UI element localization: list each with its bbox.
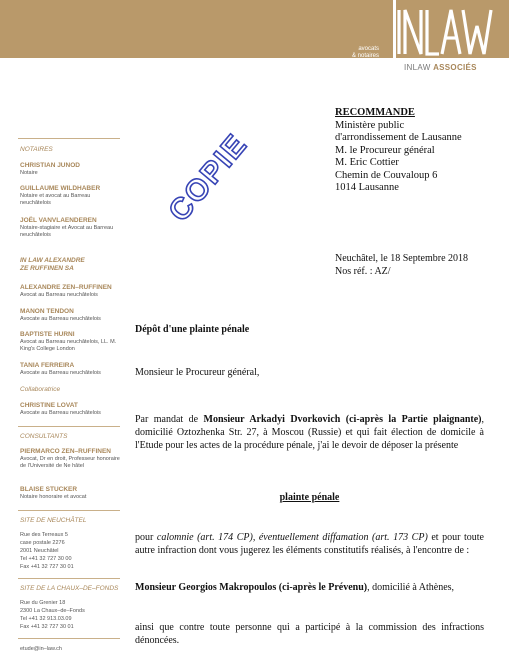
firm-label-line1: IN LAW ALEXANDRE	[20, 257, 85, 264]
sidebar-person-role: Avocate au Barreau neuchâtelois	[20, 316, 101, 322]
site-chaux-heading: SITE DE LA CHAUX–DE–FONDS	[20, 585, 119, 592]
email-line: etude@in–law.ch	[20, 646, 62, 652]
sidebar-person-name: MANON TENDON	[20, 308, 74, 315]
sidebar-person-name: TANIA FERREIRA	[20, 362, 75, 369]
collaboratrice-heading: Collaboratrice	[20, 386, 61, 393]
sidebar-person-name: GUILLAUME WILDHABER	[20, 185, 101, 192]
address-line: 2001 Neuchâtel	[20, 548, 59, 554]
address-line: Rue des Terreaux 5	[20, 532, 68, 538]
tagline-avocats: avocats	[358, 46, 379, 52]
plainte-heading: plainte pénale	[279, 492, 340, 503]
paragraph-mandate	[135, 413, 484, 452]
recipient-line: 1014 Lausanne	[335, 182, 399, 193]
salutation: Monsieur le Procureur général,	[135, 367, 260, 378]
subject-line: Dépôt d'une plainte pénale	[135, 324, 250, 335]
sidebar-person-name: JOËL VANVLAENDEREN	[20, 217, 97, 224]
sidebar-person-role: Avocat au Barreau neuchâtelois, LL. M. King's College London	[20, 339, 117, 352]
sidebar-person-role: Notaire-stagiaire et Avocat au Barreau neuchâtelois	[20, 225, 114, 238]
para-text: et pour toute autre infraction dont vous jugerez les éléments constitutifs réalisés, à l'encontre de :	[135, 532, 484, 556]
tagline-notaires: & notaires	[351, 53, 379, 59]
para-text: Par mandat de	[135, 414, 204, 425]
address-line: Rue du Grenier 18	[20, 600, 66, 606]
sidebar-person-role: Avocate au Barreau neuchâtelois	[20, 370, 101, 376]
sidebar-person-role: Notaire honoraire et avocat	[20, 494, 87, 500]
para-text: pour	[135, 532, 157, 543]
recipient-line: Chemin de Couvaloup 6	[335, 169, 438, 181]
sidebar-person-name: BAPTISTE HURNI	[20, 331, 75, 338]
paragraph-accused	[135, 581, 484, 594]
inlaw-logo	[396, 4, 504, 56]
recipient-address	[335, 107, 462, 195]
copie-stamp: COPIE	[162, 127, 255, 228]
sidebar-person-role: Notaire et avocat au Barreau neuchâtelois	[20, 193, 91, 206]
sidebar-divider	[18, 578, 120, 579]
para-text: , domicilié à Athènes,	[367, 582, 455, 593]
recipient-line: M. le Procureur général	[335, 144, 435, 156]
recipient-line: Ministère public	[335, 119, 405, 131]
sidebar-divider	[18, 510, 120, 511]
sidebar-divider	[18, 638, 120, 639]
recipient-line: d'arrondissement de Lausanne	[335, 132, 462, 143]
date-reference	[335, 252, 468, 278]
sidebar-person-name: ALEXANDRE ZEN–RUFFINEN	[20, 284, 112, 291]
letterhead-tagline	[279, 46, 379, 60]
para-text: , domicilié Oztozhenka Str. 27, à Moscou (Russie) et qui fait élection de domicile à l'Etude pour les actes de la procédure pénale, j'ai le devoir de déposer la présente	[135, 414, 484, 451]
address-line: case postale 2276	[20, 540, 65, 546]
client-name: Monsieur Arkadyi Dvorkovich (ci-après la Partie plaignante)	[203, 414, 482, 425]
consultants-heading: CONSULTANTS	[20, 433, 68, 440]
accused-name: Monsieur Georgios Makropoulos (ci-après le Prévenu)	[135, 582, 368, 593]
firm-name-bold: ASSOCIÉS	[433, 63, 477, 72]
sidebar-person-role: Avocate au Barreau neuchâtelois	[20, 410, 101, 416]
address-line: 2300 La Chaux–de–Fonds	[20, 608, 85, 614]
firm-name-plain: INLAW	[404, 63, 431, 72]
notaires-heading: NOTAIRES	[20, 146, 53, 153]
reference-line: Nos réf. : AZ/	[335, 266, 391, 277]
site-neuchatel-heading: SITE DE NEUCHÂTEL	[20, 517, 87, 524]
sidebar-person-role: Avocat, Dr en droit, Professeur honoraire de l'Université de Ne hâtel	[20, 456, 120, 469]
sidebar-person-role: Avocat au Barreau neuchâtelois	[20, 292, 98, 298]
paragraph-others: ainsi que contre toute personne qui a participé à la commission des infractions dénoncées.	[135, 622, 484, 646]
sidebar-person-name: CHRISTINE LOVAT	[20, 402, 78, 409]
sidebar-person-name: CHRISTIAN JUNOD	[20, 162, 80, 169]
charges-italic: calomnie (art. 174 CP), éventuellement diffamation (art. 173 CP)	[156, 532, 428, 543]
firm-name	[404, 63, 504, 72]
sidebar-person-name: PIERMARCO ZEN–RUFFINEN	[20, 448, 112, 455]
sidebar-divider	[18, 138, 120, 139]
sidebar-person-name: BLAISE STUCKER	[20, 486, 78, 493]
date-line: Neuchâtel, le 18 Septembre 2018	[335, 253, 469, 264]
firm-label-line2: ZE RUFFINEN SA	[20, 265, 74, 272]
sidebar-divider	[18, 426, 120, 427]
phone-line: Tel +41 32 727 30 00	[20, 556, 72, 562]
paragraph-charges	[135, 531, 484, 557]
sidebar-person-role: Notaire	[20, 170, 38, 176]
fax-line: Fax +41 32 727 30 01	[20, 624, 74, 630]
recommande-label: RECOMMANDE	[335, 107, 415, 118]
recipient-line: M. Eric Cottier	[335, 157, 399, 168]
fax-line: Fax +41 32 727 30 01	[20, 564, 74, 570]
phone-line: Tel +41 32 913.03.09	[20, 616, 72, 622]
